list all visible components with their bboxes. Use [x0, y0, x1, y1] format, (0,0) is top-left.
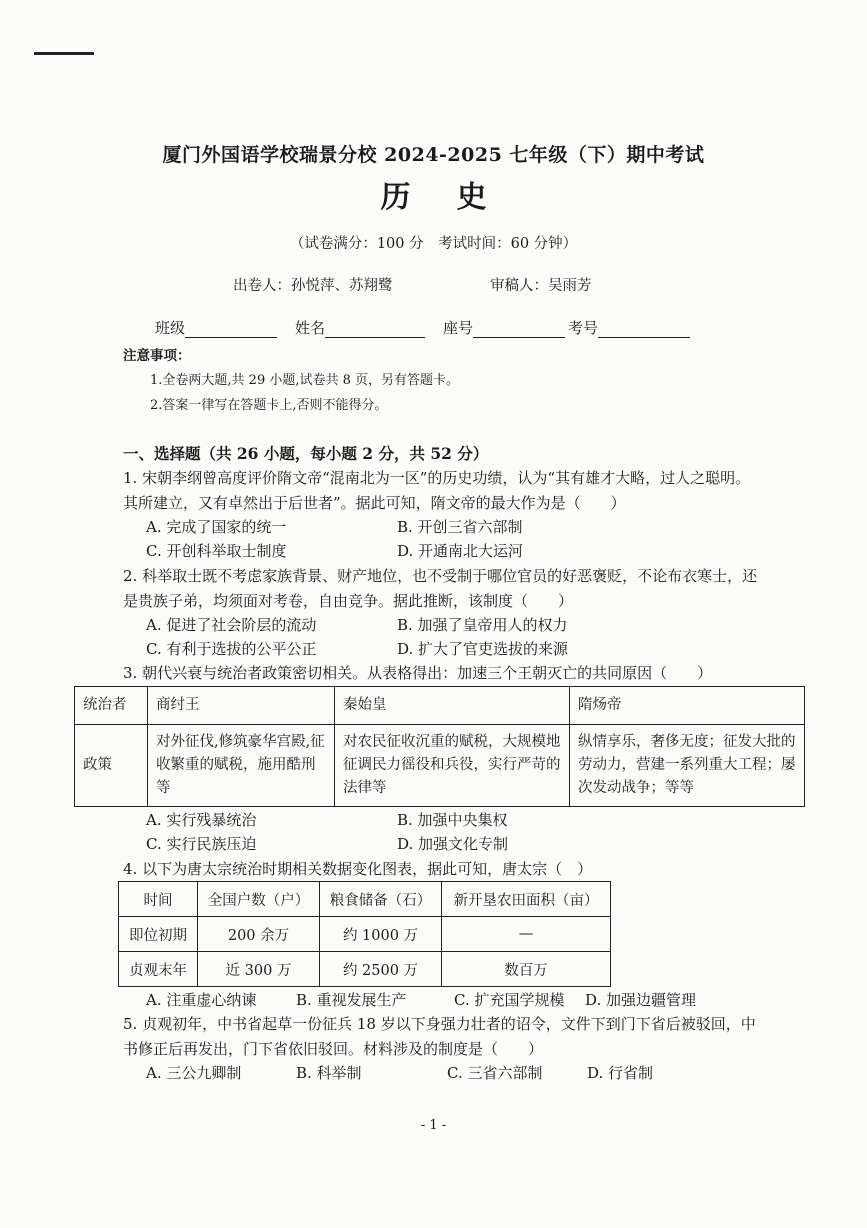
- option-d[interactable]: D. 加强边疆管理: [585, 991, 697, 1009]
- table-cell: 约 2500 万: [320, 952, 442, 987]
- page-number: - 1 -: [420, 1118, 447, 1133]
- table-cell: 数百万: [442, 952, 611, 987]
- question-text: 书修正后再发出，门下省依旧驳回。材料涉及的制度是（ ）: [123, 1040, 544, 1058]
- question-text: 5. 贞观初年，中书省起草一份征兵 18 岁以下身强力壮者的诏令，文件下到门下省后被驳回，中: [123, 1015, 756, 1033]
- question-text: 3. 朝代兴衰与统治者政策密切相关。从表格得出：加速三个王朝灭亡的共同原因（ ）: [123, 664, 713, 682]
- option-b[interactable]: B. 加强了皇帝用人的权力: [397, 616, 568, 634]
- option-c[interactable]: C. 扩充国学规模: [454, 991, 565, 1009]
- table-header-cell: 时间: [119, 882, 198, 917]
- table-header-cell: 统治者: [75, 687, 148, 725]
- exam-title: 厦门外国语学校瑞景分校 2024-2025 七年级（下）期中考试: [162, 144, 705, 166]
- name-field[interactable]: [295, 317, 425, 338]
- name-label: 姓名: [295, 319, 326, 337]
- table-cell: 约 1000 万: [320, 917, 442, 952]
- table-cell: 对外征伐,修筑豪华宫殿,征收繁重的赋税，施用酷刑等: [148, 725, 335, 807]
- option-d[interactable]: D. 扩大了官吏选拔的来源: [397, 640, 569, 658]
- option-a[interactable]: A. 实行残暴统治: [146, 811, 257, 829]
- question-text: 是贵族子弟，均须面对考卷，自由竞争。据此推断，该制度（ ）: [123, 592, 574, 610]
- rulers-policy-table: [74, 686, 805, 807]
- table-cell: 即位初期: [119, 917, 198, 952]
- question-text: 其所建立，又有卓然出于后世者”。据此可知，隋文帝的最大作为是（ ）: [123, 494, 626, 512]
- exam-info: （试卷满分：100 分 考试时间：60 分钟）: [289, 236, 578, 252]
- table-cell: 对农民征收沉重的赋税，大规模地征调民力徭役和兵役，实行严苛的法律等: [335, 725, 570, 807]
- option-c[interactable]: C. 有利于选拔的公平公正: [146, 640, 317, 658]
- table-header-cell: 隋炀帝: [570, 687, 805, 725]
- question-text: 1. 宋朝李纲曾高度评价隋文帝“混南北为一区”的历史功绩，认为“其有雄才大略，过人之聪明。: [123, 469, 751, 487]
- question-3: [123, 661, 788, 686]
- option-c[interactable]: C. 开创科举取士制度: [146, 542, 287, 560]
- option-a[interactable]: A. 完成了国家的统一: [146, 518, 287, 536]
- table-cell: 200 余万: [198, 917, 320, 952]
- question-text: 4. 以下为唐太宗统治时期相关数据变化图表，据此可知，唐太宗（ ）: [123, 860, 593, 878]
- class-field[interactable]: [155, 317, 277, 338]
- table-header-cell: 粮食储备（石）: [320, 882, 442, 917]
- author-label: 出卷人：孙悦萍、苏翔鹭: [233, 278, 393, 294]
- table-header-cell: 全国户数（户）: [198, 882, 320, 917]
- option-d[interactable]: D. 行省制: [587, 1064, 654, 1082]
- table-cell: 近 300 万: [198, 952, 320, 987]
- question-2: [123, 564, 788, 614]
- exam-no-label: 考号: [568, 319, 599, 337]
- option-a[interactable]: A. 注重虚心纳谏: [146, 991, 257, 1009]
- question-5: [123, 1012, 788, 1062]
- option-b[interactable]: B. 加强中央集权: [397, 811, 508, 829]
- class-blank[interactable]: [185, 321, 277, 338]
- question-4: [123, 857, 788, 882]
- option-a[interactable]: A. 促进了社会阶层的流动: [146, 616, 317, 634]
- option-d[interactable]: D. 开通南北大运河: [397, 542, 524, 560]
- question-1: [123, 466, 788, 516]
- option-b[interactable]: B. 开创三省六部制: [397, 518, 523, 536]
- option-c[interactable]: C. 实行民族压迫: [146, 835, 257, 853]
- section-heading: 一、选择题（共 26 小题，每小题 2 分，共 52 分）: [123, 444, 489, 463]
- seat-blank[interactable]: [473, 321, 565, 338]
- table-header-cell: 新开垦农田面积（亩）: [442, 882, 611, 917]
- table-header-cell: 秦始皇: [335, 687, 570, 725]
- seat-label: 座号: [443, 319, 474, 337]
- question-text: 2. 科举取士既不考虑家族背景、财产地位，也不受制于哪位官员的好恶褒贬，不论布衣寒士，还: [123, 567, 758, 585]
- option-b[interactable]: B. 科举制: [296, 1064, 362, 1082]
- note-item: 1.全卷两大题,共 29 小题,试卷共 8 页，另有答题卡。: [150, 373, 460, 388]
- reviewer-label: 审稿人：吴雨芳: [490, 278, 592, 294]
- name-blank[interactable]: [325, 321, 425, 338]
- table-header-cell: 商纣王: [148, 687, 335, 725]
- option-b[interactable]: B. 重视发展生产: [296, 991, 407, 1009]
- notes-heading: 注意事项：: [123, 348, 191, 364]
- table-row-label: 政策: [75, 725, 148, 807]
- note-item: 2.答案一律写在答题卡上,否则不能得分。: [150, 398, 388, 413]
- tang-taizong-data-table: [118, 881, 611, 987]
- subject-title: 历史: [380, 180, 533, 215]
- table-cell: 纵情享乐，奢侈无度；征发大批的劳动力，营建一系列重大工程；屡次发动战争；等等: [570, 725, 805, 807]
- scan-corner-mark: [34, 52, 94, 55]
- option-d[interactable]: D. 加强文化专制: [397, 835, 509, 853]
- seat-field[interactable]: [443, 317, 565, 338]
- exam-no-field[interactable]: [568, 317, 690, 338]
- option-c[interactable]: C. 三省六部制: [447, 1064, 543, 1082]
- option-a[interactable]: A. 三公九卿制: [146, 1064, 242, 1082]
- table-cell: 贞观末年: [119, 952, 198, 987]
- class-label: 班级: [155, 319, 186, 337]
- table-cell: —: [442, 917, 611, 952]
- exam-no-blank[interactable]: [598, 321, 690, 338]
